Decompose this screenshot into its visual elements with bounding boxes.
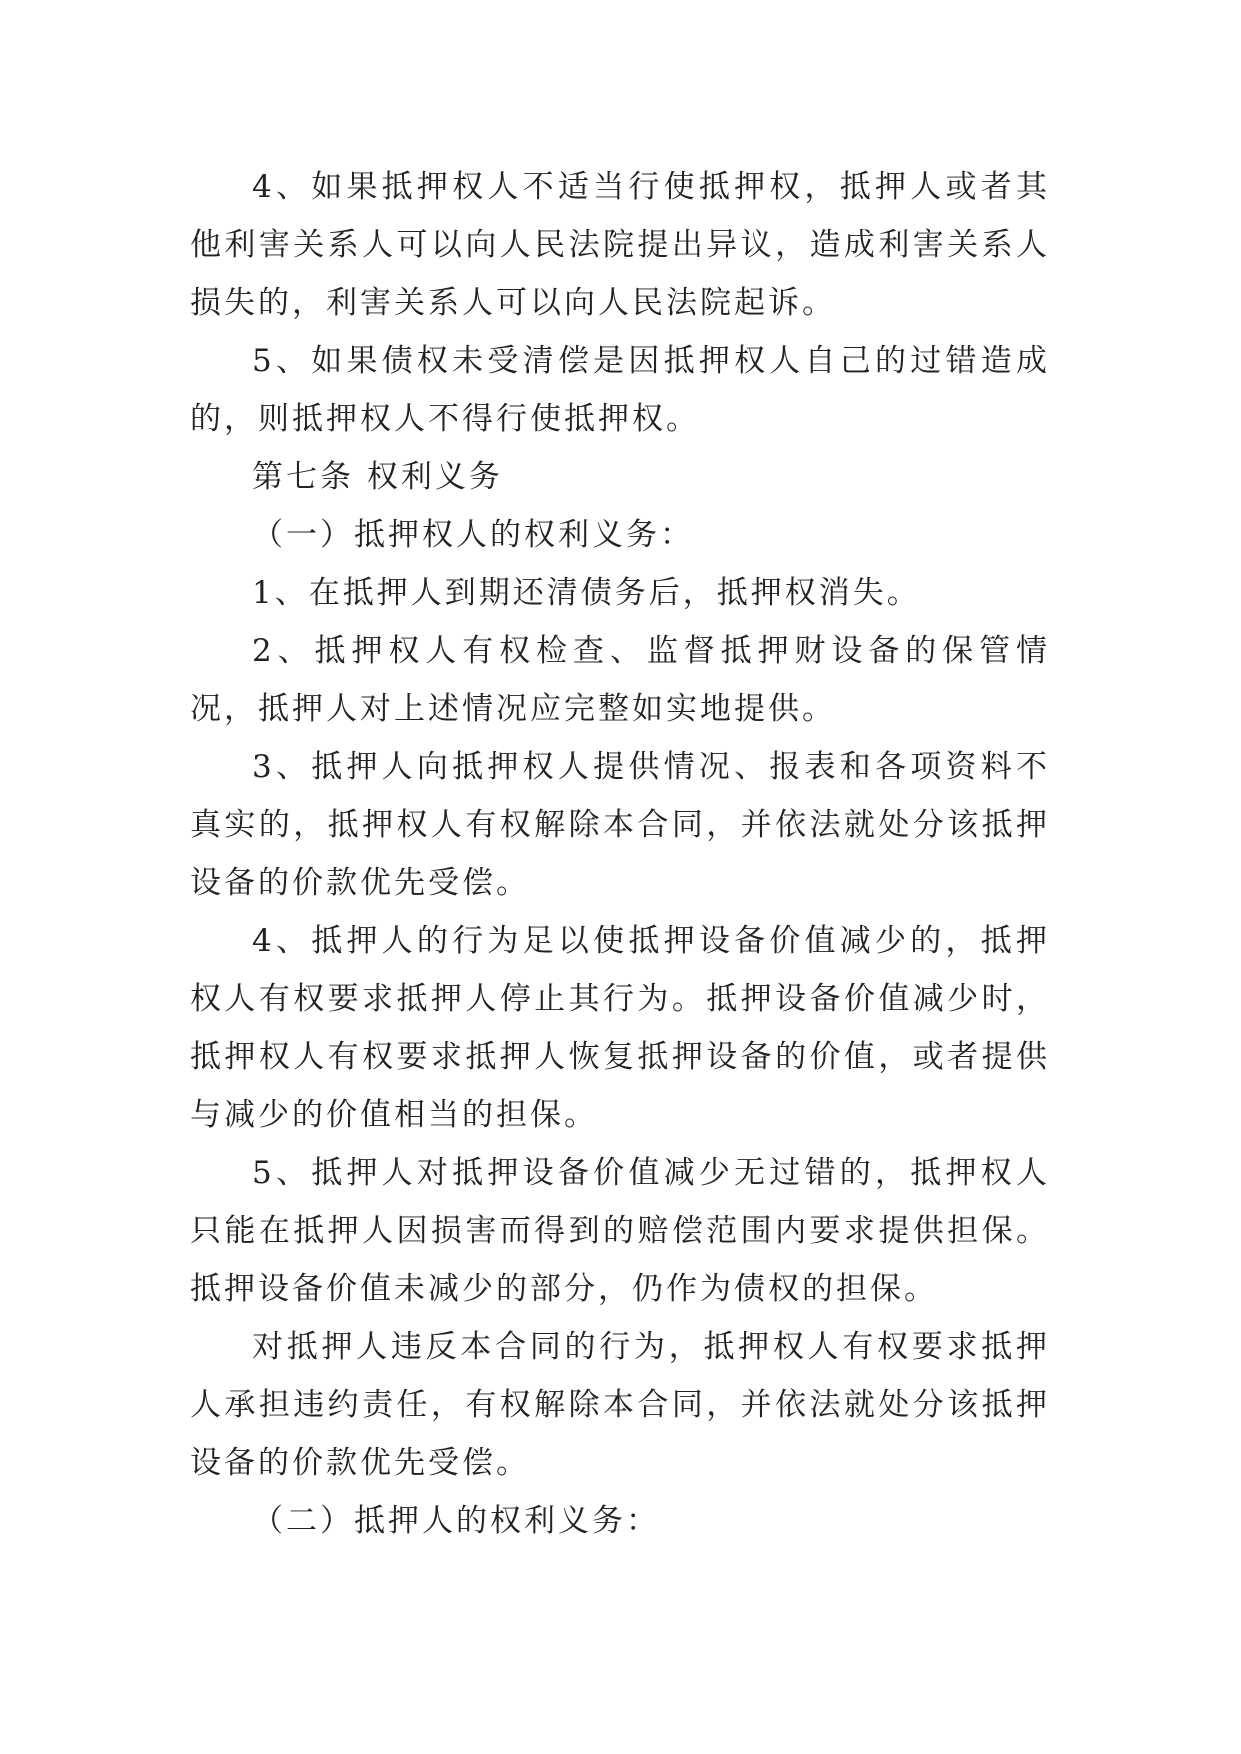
subsection-heading-mortgagee: （一）抵押权人的权利义务： [252,517,694,553]
paragraph-mortgagee-item-3: 3、抵押人向抵押权人提供情况、报表和各项资料不真实的，抵押权人有权解除本合同，并依法就处分该抵押设备的价款优先受偿。 [190,749,1050,901]
subsection-heading-mortgagor: （二）抵押人的权利义务： [252,1503,660,1539]
paragraph-clause-5-creditor-fault: 5、如果债权未受清偿是因抵押权人自己的过错造成的，则抵押权人不得行使抵押权。 [190,343,1050,437]
document-body [190,158,1050,1550]
paragraph-mortgagee-item-4: 4、抵押人的行为足以使抵押设备价值减少的，抵押权人有权要求抵押人停止其行为。抵押设备价值减少时，抵押权人有权要求抵押人恢复抵押设备的价值，或者提供与减少的价值相当的担保。 [190,923,1050,1133]
paragraph-clause-4-improper-exercise: 4、如果抵押权人不适当行使抵押权，抵押人或者其他利害关系人可以向人民法院提出异议，造成利害关系人损失的，利害关系人可以向人民法院起诉。 [190,169,1050,321]
paragraph-mortgagee-item-2: 2、抵押权人有权检查、监督抵押财设备的保管情况，抵押人对上述情况应完整如实地提供。 [190,633,1050,727]
paragraph-mortgagee-item-5: 5、抵押人对抵押设备价值减少无过错的，抵押权人只能在抵押人因损害而得到的赔偿范围内要求提供担保。抵押设备价值未减少的部分，仍作为债权的担保。 [190,1155,1050,1307]
section-heading-article-7: 第七条 权利义务 [252,459,503,495]
paragraph-mortgagee-item-1: 1、在抵押人到期还清债务后，抵押权消失。 [252,575,921,611]
paragraph-breach-remedy: 对抵押人违反本合同的行为，抵押权人有权要求抵押人承担违约责任，有权解除本合同，并依法就处分该抵押设备的价款优先受偿。 [190,1329,1050,1481]
